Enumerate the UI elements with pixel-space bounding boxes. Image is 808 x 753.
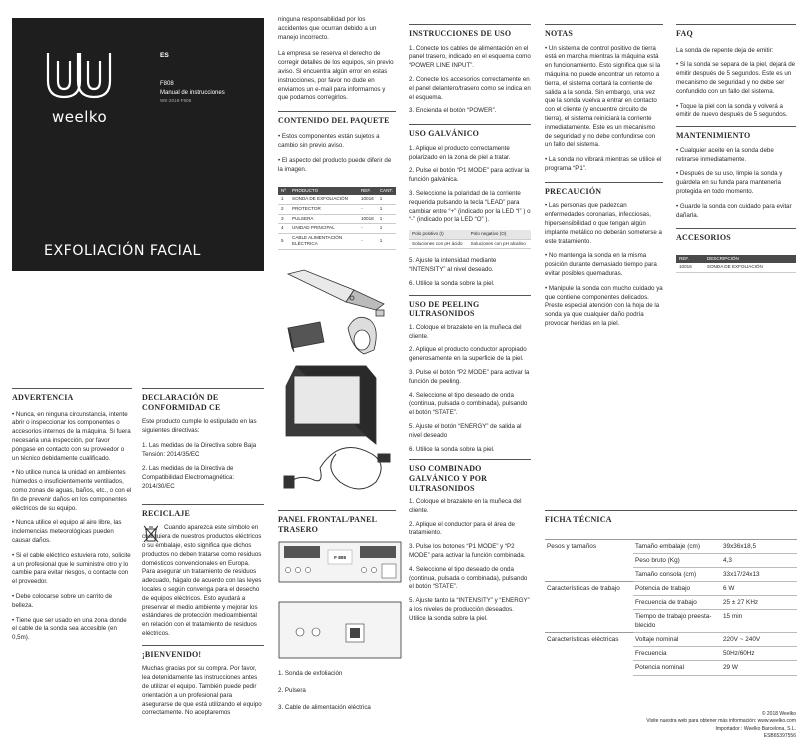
text-paragraph: • Las personas que padezcan enfermedades coronarias, infecciosas, hipersensibilidad o que tengan algún implante metálico no deberán someterse a este tratamiento. xyxy=(545,202,662,245)
section-title-combinado: USO COMBINADO GALVÁNICO Y POR ULTRASONIDOS xyxy=(409,459,531,493)
document-code: WE-2018-F808 xyxy=(160,98,192,103)
table-row: Características eléctricas Voltaje nominal 220V ~ 240V xyxy=(545,633,797,647)
text-paragraph: 1. Conecte los cables de alimentación en el panel trasero, indicado en el esquema como “POWER LINE INPUT”. xyxy=(409,44,531,70)
panel-diagram xyxy=(278,540,402,662)
table-row: Tamaño consola (cm) 33x17/24x13 xyxy=(545,567,797,581)
text-paragraph: 5. Ajuste tanto la “INTENSITY” y “ENERGY” a los niveles de producción deseados. Utilice la sonda sobre la piel. xyxy=(409,597,530,622)
text-paragraph: 2. Pulse el botón “P1 MODE” para activar la función galvánica. xyxy=(409,167,530,184)
text-paragraph: 2. Pulsera xyxy=(278,686,306,694)
table-row: Potencia nominal 29 W xyxy=(545,661,797,675)
text-paragraph: 6. Utilice la sonda sobre la piel. xyxy=(409,279,495,287)
text-paragraph: La empresa se reserva el derecho de corregir detalles de los equipos, sin previo aviso. Si encuentra algún error en estas instrucciones, por favor no dude en enviarnos un e-mail para informarnos y que podamos corregirlos. xyxy=(278,50,394,102)
column-2 xyxy=(278,16,396,250)
text-paragraph: Muchas gracias por su compra. Por favor, lea detenidamente las instrucciones antes de utilizar el equipo. También puede pedir orientación a un profesional para asegurarse de que está utilizando el equipo correctamente. No aceptaremos xyxy=(142,665,262,717)
product-illustration xyxy=(280,268,400,498)
table-row: 2 PROTECTOR - 1 xyxy=(278,204,396,214)
cover-title: EXFOLIACIÓN FACIAL xyxy=(44,243,201,259)
table-header: PRODUCTO xyxy=(289,187,358,196)
exfoliation-probe-icon xyxy=(288,270,384,310)
section-title-galvanico: USO GALVÁNICO xyxy=(409,124,531,139)
section-title-contenido: CONTENIDO DEL PAQUETE xyxy=(278,111,396,126)
front-panel-model: F 808 xyxy=(334,555,346,560)
text-paragraph: • El aspecto del producto puede diferir de la imagen. xyxy=(278,157,392,174)
section-title-bienvenido: ¡BIENVENIDO! xyxy=(142,645,264,660)
section-title-reciclaje: RECICLAJE xyxy=(142,504,264,519)
text-paragraph: • Manipule la sonda con mucho cuidado ya que contiene componentes delicados. Preste especial atención con la hoja de la sonda ya que cualquier daño podría provocar heridas en la piel. xyxy=(545,284,663,327)
tax-id: ESB65397556 xyxy=(763,732,796,739)
table-row: Características de trabajo Potencia de trabajo 6 W xyxy=(545,581,797,595)
text-paragraph: ninguna responsabilidad por los accidentes que ocurran debido a un manejo incorrecto. xyxy=(278,16,377,41)
text-paragraph: 3. Seleccione la polaridad de la corriente requerida pulsando la tecla “LEAD” para cambiar entre “+” (indicado por la LED “I” ) o “-” (indicado por la LED “O” ). xyxy=(409,189,531,224)
protector-icon xyxy=(288,322,324,352)
text-paragraph: • Si el cable eléctrico estuviera roto, solicite a un profesional que le suministre otro y lo cambie para evitar riesgos, o contacte con el proveedor. xyxy=(12,551,131,586)
text-paragraph: 4. Seleccione el tipo deseado de onda (continua, pulsada o combinada), pulsando el botón “STATE”. xyxy=(409,391,528,417)
section-title-panel: PANEL FRONTAL/PANEL TRASERO xyxy=(278,510,396,534)
text-paragraph: • Si la sonda se separa de la piel, dejará de emitir después de 5 segundos. Este es un mecanismo de seguridad y no debe ser confundido con un fallo del sistema. xyxy=(676,61,796,95)
section-title-advertencia: ADVERTENCIA xyxy=(12,388,132,403)
text-paragraph: 1. Coloque el brazalete en la muñeca del cliente. xyxy=(409,323,522,340)
brand-name: weelko xyxy=(52,108,108,126)
polarity-table: Polo positivo (I) Polo negativo (O) Soluciones con pH ácido Soluciones con pH alcalino xyxy=(409,230,531,249)
table-row: 3 PULSERA 10018 1 xyxy=(278,214,396,224)
website-text: Visite nuestra web para obtener más información: www.weelko.com xyxy=(646,718,796,725)
text-paragraph: 3. Encienda el botón “POWER”. xyxy=(409,107,497,115)
waste-bin-crossed-icon xyxy=(142,524,160,544)
table-header: CANT. xyxy=(377,187,396,196)
declaracion-section xyxy=(142,388,264,723)
text-paragraph: 1. Coloque el brazalete en la muñeca del cliente. xyxy=(409,498,522,514)
table-row: Tiempo de trabajo preesta-blecido 15 min xyxy=(545,610,797,633)
column-4 xyxy=(545,24,663,334)
section-title-uso: INSTRUCCIONES DE USO xyxy=(409,24,531,39)
section-title-peeling: USO DE PEELING ULTRASONIDOS xyxy=(409,295,531,319)
text-paragraph: 1. Las medidas de la Directiva sobre Baja Tensión: 2014/35/EC xyxy=(142,441,257,458)
text-paragraph: 2. Aplique el producto conductor apropiado generosamente en la superficie de la piel. xyxy=(409,346,527,363)
section-title-faq: FAQ xyxy=(676,24,796,39)
text-paragraph: • Guarde la sonda con cuidado para evitar dañarla. xyxy=(676,202,792,219)
text-paragraph: 5. Ajuste la intensidad mediante “INTENSITY” al nivel deseado. xyxy=(409,257,497,273)
panel-section xyxy=(278,510,396,534)
table-row: 1 SONDA DE EXFOLIACIÓN 10016 1 xyxy=(278,195,396,204)
text-paragraph: 3. Pulse el botón “P2 MODE” para activar la función de peeling. xyxy=(409,368,530,385)
table-header: Nº xyxy=(278,187,289,196)
column-3 xyxy=(409,24,531,629)
section-title-precaucion: PRECAUCIÓN xyxy=(545,182,663,197)
table-row: Frecuencia de trabajo 25 ± 27 KHz xyxy=(545,595,797,609)
text-paragraph: 2. Aplique el conductor para el área de tratamiento. xyxy=(409,520,515,537)
text-paragraph: • La sonda no vibrará mientras se utilice el programa “P1”. xyxy=(545,156,662,172)
table-row: 5 CABLE ALIMENTACIÓN ELÉCTRICA - 1 xyxy=(278,233,396,249)
text-paragraph: 2. Las medidas de la Directiva de Compatibilidad Electromagnética: 2014/30/EC xyxy=(142,465,235,490)
text-paragraph: 4. Seleccione el tipo deseado de onda (continua, pulsada o combinada), pulsando el botón “STATE”. xyxy=(409,565,528,591)
text-paragraph: • Cualquier aceite en la sonda debe retirarse inmediatamente. xyxy=(676,146,774,163)
text-paragraph: 1. Aplique el producto correctamente polarizado en la zona de piel a tratar. xyxy=(409,144,511,161)
main-unit-icon xyxy=(286,366,376,444)
weelko-logo-icon xyxy=(44,51,114,99)
advertencia-section xyxy=(12,388,132,648)
section-title-notas: NOTAS xyxy=(545,24,663,39)
section-title-accesorios: ACCESORIOS xyxy=(676,228,796,243)
ficha-tecnica-section xyxy=(545,510,797,676)
power-cable-icon xyxy=(284,448,390,489)
contents-table xyxy=(278,187,396,250)
text-paragraph: • Toque la piel con la sonda y volverá a emitir de nuevo después de 5 segundos. xyxy=(676,102,788,119)
section-title-mantenimiento: MANTENIMIENTO xyxy=(676,126,796,141)
language-code: ES xyxy=(160,52,169,59)
footer xyxy=(646,711,796,740)
text-paragraph: 3. Pulse los botones “P1 MODE” y “P2 MODE” para activar la función combinada. xyxy=(409,543,526,560)
text-paragraph: 1. Sonda de exfoliación xyxy=(278,670,343,677)
table-row: 4 UNIDAD PRINCIPAL - 1 xyxy=(278,224,396,234)
table-row: 10016 SONDA DE EXFOLIACIÓN xyxy=(676,263,796,272)
importer-text: Importador : Weelko Barcelona, S.L. xyxy=(715,725,796,732)
recycling-block xyxy=(142,524,264,638)
text-paragraph: Cuando aparezca este símbolo en cualquiera de nuestros productos eléctricos o su embalaje, esto significa que dichos productos no deben tratarse como residuos domésticos convencionales en Europa. Para asegurar un tratamiento de residuos adecuado, hágalo de acuerdo con las leyes locales o según convenga para el desecho de equipos eléctricos. Esto ayudará a preservar el medio ambiente y mejorar los estándares de protección medioambiental en relación con el tratamiento de residuos eléctricos. xyxy=(142,524,262,637)
bracelet-icon xyxy=(348,310,384,354)
text-paragraph: La sonda de repente deja de emitir: xyxy=(676,46,774,54)
text-paragraph: • Después de su uso, limpie la sonda y guárdela en su funda para mantenerla protegida en todo momento. xyxy=(676,170,783,195)
model-number: F808 xyxy=(160,81,174,87)
specs-table xyxy=(545,539,797,676)
table-row: Frecuencia 50Hz/60Hz xyxy=(545,647,797,661)
text-paragraph: 3. Cable de alimentación eléctrica xyxy=(278,703,371,711)
text-paragraph: 5. Ajuste el botón “ENERGY” de salida al nivel deseado xyxy=(409,422,522,439)
table-header: REF. xyxy=(358,187,377,196)
text-paragraph: • Un sistema de control positivo de tierra está en marcha mientras la máquina está en funcionamiento. Esto significa que si la máquina no puede encontrar un retorno a tierra, el sistema cortará la corriente de salida a la sonda. Sin embargo, una vez que la sonda vuelva a entrar en contacto con el cliente (y encuentre circuito de tierra), el sistema reiniciará la corriente inmediatamente. Este es un mecanismo de seguridad y no debe confundirse con un fallo del sistema. xyxy=(545,44,661,149)
column-5 xyxy=(676,24,796,273)
text-paragraph: 6. Utilice la sonda sobre la piel. xyxy=(409,445,495,453)
rear-panel-icon xyxy=(279,602,401,658)
text-paragraph: • No utilice nunca la unidad en ambientes húmedos o insuficientemente ventilados, como zonas de aguas, baños, etc., o con el fin de prevenir daños en los componentes eléctricos de su equipo. xyxy=(12,469,132,512)
text-paragraph: • Estos componentes están sujetos a cambio sin previo aviso. xyxy=(278,132,380,149)
table-row: Peso bruto (Kg) 4,3 xyxy=(545,553,797,567)
text-paragraph: • Nunca, en ninguna circunstancia, intente abrir o inspeccionar los componentes o accesorios internos de la máquina. Si fuera necesaria una inspección, por favor póngase en contacto con su proveedor o un técnico debidamente cualificado. xyxy=(12,410,131,462)
text-paragraph: • Debe colocarse sobre un carrito de belleza. xyxy=(12,592,113,609)
text-paragraph: • Nunca utilice el equipo al aire libre, las inclemencias meteorológicas pueden causar daños. xyxy=(12,519,122,544)
text-paragraph: • No mantenga la sonda en la misma posición durante demasiado tiempo para evitar posibles quemaduras. xyxy=(545,252,657,277)
copyright: © 2018 Weelko xyxy=(761,711,796,717)
text-paragraph: • Tiene que ser usado en una zona donde el cable de la sonda sea accesible (en 0,5m). xyxy=(12,616,127,642)
front-panel-icon xyxy=(279,542,401,582)
text-paragraph: 2. Conecte los accesorios correctamente en el panel delantero/trasero como se indica en el esquema. xyxy=(409,75,531,101)
table-row: Pesos y tamaños Tamaño embalaje (cm) 39x36x18,5 xyxy=(545,539,797,553)
text-paragraph: Este producto cumple lo estipulado en las siguientes directivas: xyxy=(142,418,257,434)
cover-panel xyxy=(12,18,264,271)
panel-legend xyxy=(278,670,396,717)
section-title-ficha: FICHA TÉCNICA xyxy=(545,510,797,525)
manual-label: Manual de instrucciones xyxy=(160,90,225,96)
accessories-table: REF. DESCRIPCIÓN 10016 SONDA DE EXFOLIACIÓN xyxy=(676,255,796,273)
section-title-declaracion: DECLARACIÓN DE CONFORMIDAD CE xyxy=(142,388,264,412)
